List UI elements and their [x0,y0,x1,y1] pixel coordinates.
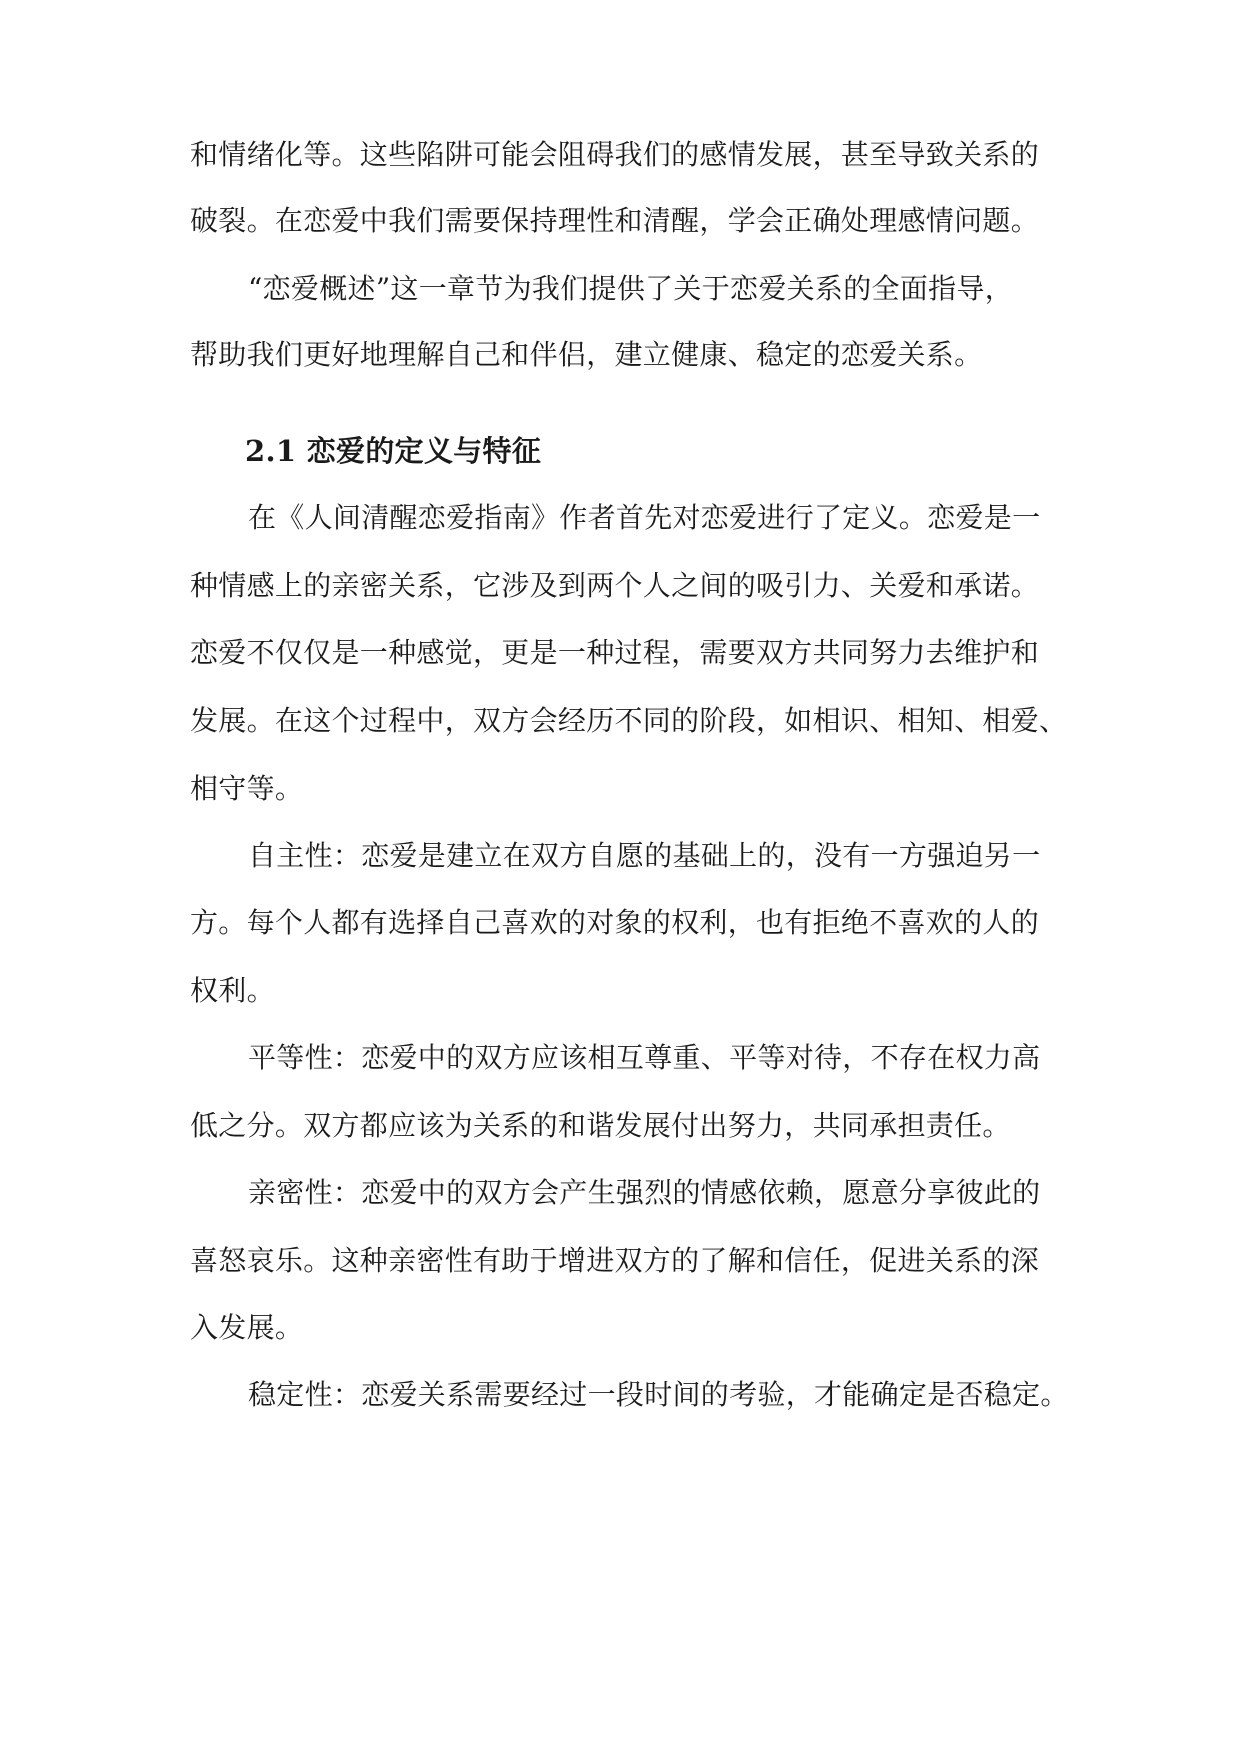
text-line: 低之分。双方都应该为关系的和谐发展付出努力，共同承担责任。 [190,1109,1011,1142]
text-line: 稳定性：恋爱关系需要经过一段时间的考验，才能确定是否稳定。 [248,1378,1069,1411]
text-line: 相守等。 [190,772,304,805]
text-line: 方。每个人都有选择自己喜欢的对象的权利，也有拒绝不喜欢的人的 [190,906,1040,939]
section-heading: 2.1 恋爱的定义与特征 [245,434,542,468]
text-line: 平等性：恋爱中的双方应该相互尊重、平等对待，不存在权力高 [248,1041,1041,1074]
text-line: “恋爱概述”这一章节为我们提供了关于恋爱关系的全面指导， [248,272,1014,305]
text-line: 亲密性：恋爱中的双方会产生强烈的情感依赖，愿意分享彼此的 [248,1176,1041,1209]
text-line: 权利。 [190,974,275,1007]
text-line: 破裂。在恋爱中我们需要保持理性和清醒，学会正确处理感情问题。 [190,204,1040,237]
text-line: 恋爱不仅仅是一种感觉，更是一种过程，需要双方共同努力去维护和 [190,636,1040,669]
text-line: 入发展。 [190,1311,304,1344]
text-line: 喜怒哀乐。这种亲密性有助于增进双方的了解和信任，促进关系的深 [190,1244,1040,1277]
text-line: 种情感上的亲密关系，它涉及到两个人之间的吸引力、关爱和承诺。 [190,569,1040,602]
text-line: 帮助我们更好地理解自己和伴侣，建立健康、稳定的恋爱关系。 [190,338,983,371]
text-line: 发展。在这个过程中，双方会经历不同的阶段，如相识、相知、相爱、 [190,704,1068,737]
text-line: 自主性：恋爱是建立在双方自愿的基础上的，没有一方强迫另一 [248,839,1041,872]
text-line: 和情绪化等。这些陷阱可能会阻碍我们的感情发展，甚至导致关系的 [190,138,1040,171]
text-line: 在《人间清醒恋爱指南》作者首先对恋爱进行了定义。恋爱是一 [248,501,1041,534]
